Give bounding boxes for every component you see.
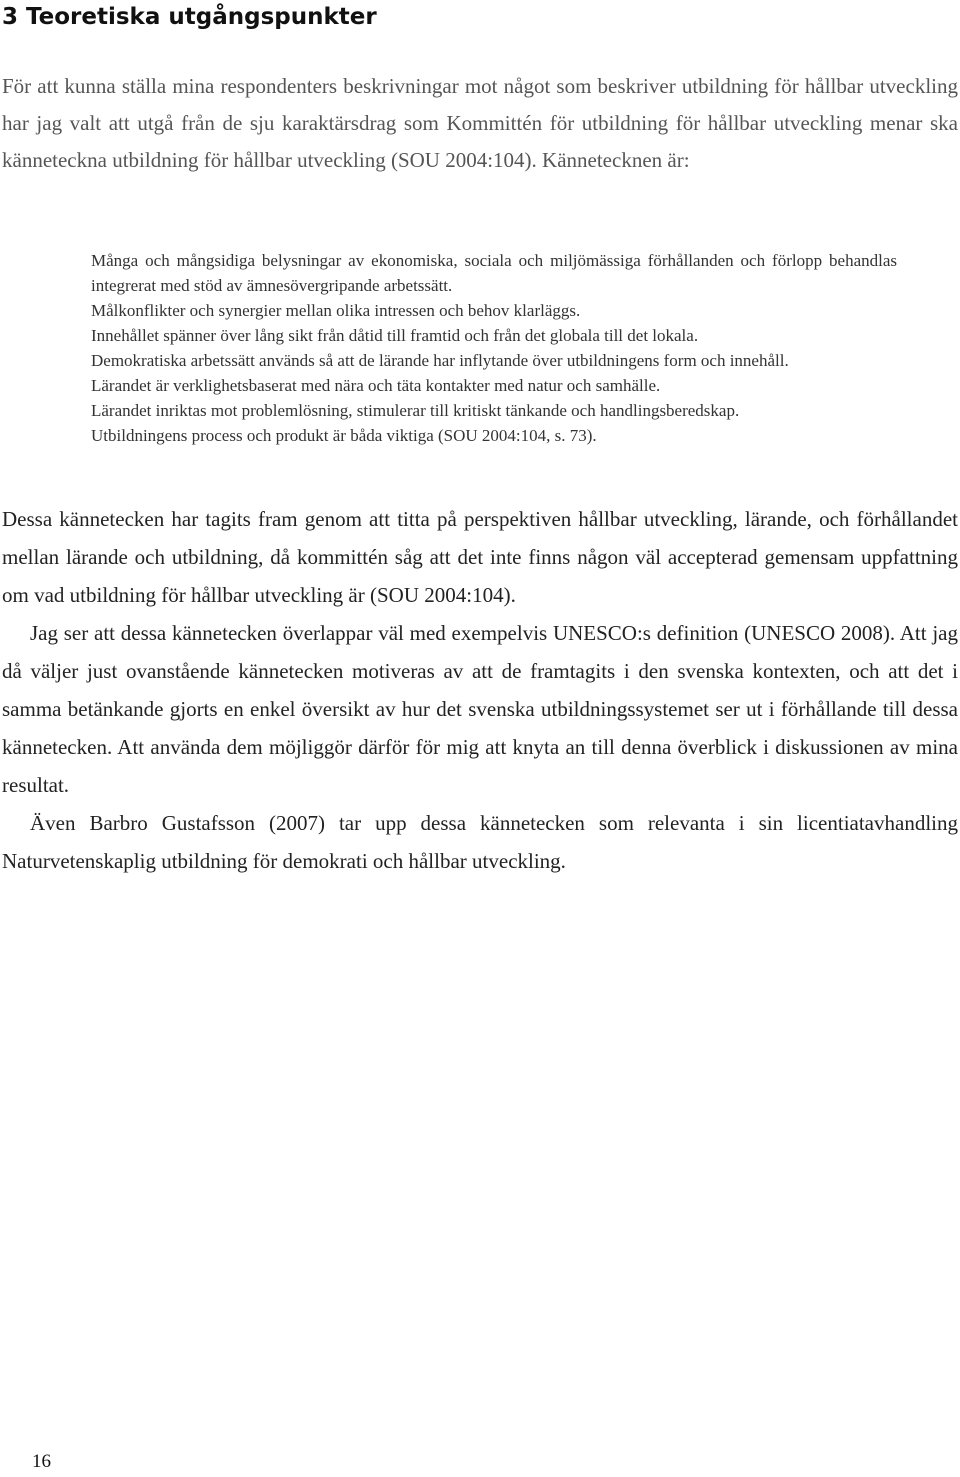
quote-item: Många och mångsidiga belysningar av ekonomiska, sociala och miljömässiga förhållanden och förlopp behandlas integrerat med stöd av ämnesövergripande arbetssätt. [91,251,897,295]
quote-item: Utbildningens process och produkt är båda viktiga (SOU 2004:104, s. 73). [91,426,597,445]
quote-item: Innehållet spänner över lång sikt från dåtid till framtid och från det globala till det lokala. [91,326,699,345]
section-heading: 3 Teoretiska utgångspunkter [2,4,377,30]
block-quote [91,248,897,448]
body-paragraph: Även Barbro Gustafsson (2007) tar upp dessa kännetecken som relevanta i sin licentiatavhandling Naturvetenskaplig utbildning för demokrati och hållbar utveckling. [2,811,958,873]
body-text [2,500,958,880]
body-paragraph: Jag ser att dessa kännetecken överlappar väl med exempelvis UNESCO:s definition (UNESCO 2008). Att jag då väljer just ovanstående kännetecken motiveras av att de framtagits i den svenska kontexten, och att det i samma betänkande gjorts en enkel översikt av hur det svenska utbildningssystemet ser ut i förhållande till dessa kännetecken. Att använda dem möjliggör därför för mig att knyta an till denna överblick i diskussionen av mina resultat. [2,621,958,797]
page-number: 16 [32,1451,51,1472]
quote-item: Demokratiska arbetssätt används så att de lärande har inflytande över utbildningens form och innehåll. [91,351,789,370]
quote-item: Lärandet inriktas mot problemlösning, stimulerar till kritiskt tänkande och handlingsberedskap. [91,401,740,420]
body-paragraph: Dessa kännetecken har tagits fram genom att titta på perspektiven hållbar utveckling, lärande, och förhållandet mellan lärande och utbildning, då kommittén såg att det inte finns någon väl accepterad gemensam uppfattning om vad utbildning för hållbar utveckling är (SOU 2004:104). [2,507,958,607]
quote-item: Lärandet är verklighetsbaserat med nära och täta kontakter med natur och samhälle. [91,376,661,395]
quote-item: Målkonflikter och synergier mellan olika intressen och behov klarläggs. [91,301,581,320]
intro-paragraph: För att kunna ställa mina respondenters beskrivningar mot något som beskriver utbildning för hållbar utveckling har jag valt att utgå från de sju karaktärsdrag som Kommittén för utbildning för hållbar utveckling menar ska känneteckna utbildning för hållbar utveckling (SOU 2004:104). Kännetecknen är: [2,74,958,172]
